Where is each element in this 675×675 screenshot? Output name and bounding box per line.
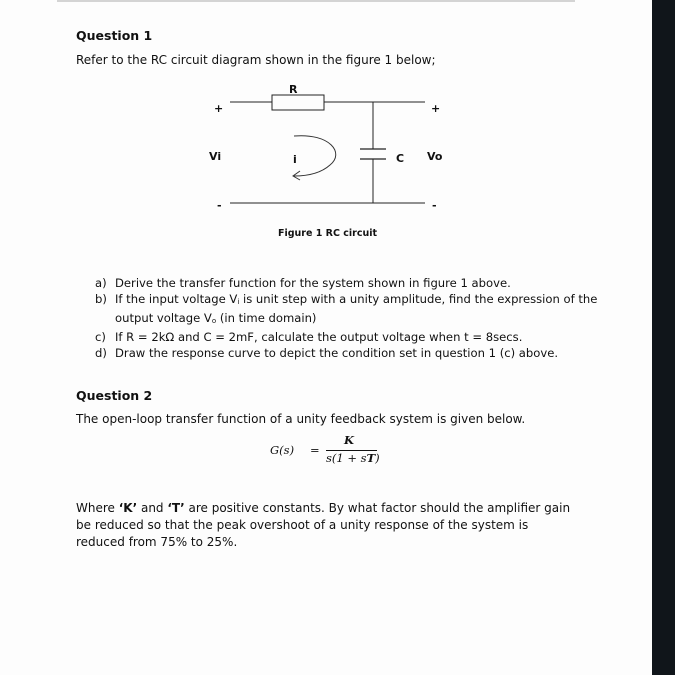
- item-text-part: is unit step with a unity amplitude, find the expression of the: [239, 292, 598, 306]
- output-plus-label: +: [431, 102, 441, 115]
- list-item-c: [95, 329, 597, 345]
- body-text: and: [137, 501, 168, 515]
- list-item-a: [95, 275, 597, 291]
- item-text: Derive the transfer function for the system shown in figure 1 above.: [115, 276, 511, 290]
- equation-denominator: [326, 451, 380, 465]
- body-text: are positive constants. By what factor should the amplifier gain be reduced so that the peak overshoot of a unity response of the system is reduced from 75% to 25%.: [76, 501, 571, 549]
- figure-caption: Figure 1 RC circuit: [278, 228, 378, 239]
- page-top-border: [57, 0, 575, 2]
- item-label: a): [95, 276, 107, 290]
- question-2-body: [76, 500, 576, 551]
- equals-sign: =: [310, 443, 320, 457]
- item-label: b): [95, 292, 107, 306]
- constant-K: ‘K’: [118, 501, 138, 515]
- equation-lhs: G(s): [270, 443, 295, 457]
- item-text-part: output voltage V: [115, 311, 212, 325]
- subscript-i: i: [237, 298, 240, 306]
- list-item-b: [95, 291, 597, 329]
- item-text-part: (in time domain): [216, 311, 317, 325]
- item-text: If R = 2kΩ and C = 2mF, calculate the output voltage when t = 8secs.: [115, 330, 523, 344]
- question-2-heading: Question 2: [76, 388, 153, 403]
- body-text: Where: [76, 501, 119, 515]
- item-label: c): [95, 330, 106, 344]
- denominator-suffix: ): [375, 451, 380, 465]
- current-label: i: [293, 153, 297, 166]
- resistor-symbol: [272, 95, 324, 110]
- current-loop-arrow: [294, 136, 336, 176]
- question-1-heading: Question 1: [76, 28, 153, 43]
- input-voltage-label: Vi: [209, 150, 222, 163]
- rc-circuit-diagram: [190, 75, 460, 225]
- question-2-intro: The open-loop transfer function of a unity feedback system is given below.: [76, 412, 526, 426]
- dark-side-panel: [652, 0, 675, 675]
- output-voltage-label: Vo: [427, 150, 443, 163]
- item-label: d): [95, 346, 107, 360]
- subscript-o: o: [211, 317, 217, 325]
- denominator-prefix: s(1 + s: [326, 451, 367, 465]
- denominator-T: T: [366, 451, 376, 465]
- item-text: Draw the response curve to depict the condition set in question 1 (c) above.: [115, 346, 559, 360]
- output-minus-label: -: [432, 199, 437, 212]
- resistor-label: R: [289, 83, 298, 96]
- constant-T: ‘T’: [167, 501, 185, 515]
- question-1-parts: [95, 275, 597, 361]
- question-1-intro: Refer to the RC circuit diagram shown in the figure 1 below;: [76, 53, 436, 67]
- item-text-part: If the input voltage V: [115, 292, 238, 306]
- input-minus-label: -: [217, 199, 222, 212]
- input-plus-label: +: [214, 102, 224, 115]
- capacitor-label: C: [396, 152, 405, 165]
- list-item-d: [95, 345, 597, 361]
- equation-numerator: K: [344, 433, 354, 447]
